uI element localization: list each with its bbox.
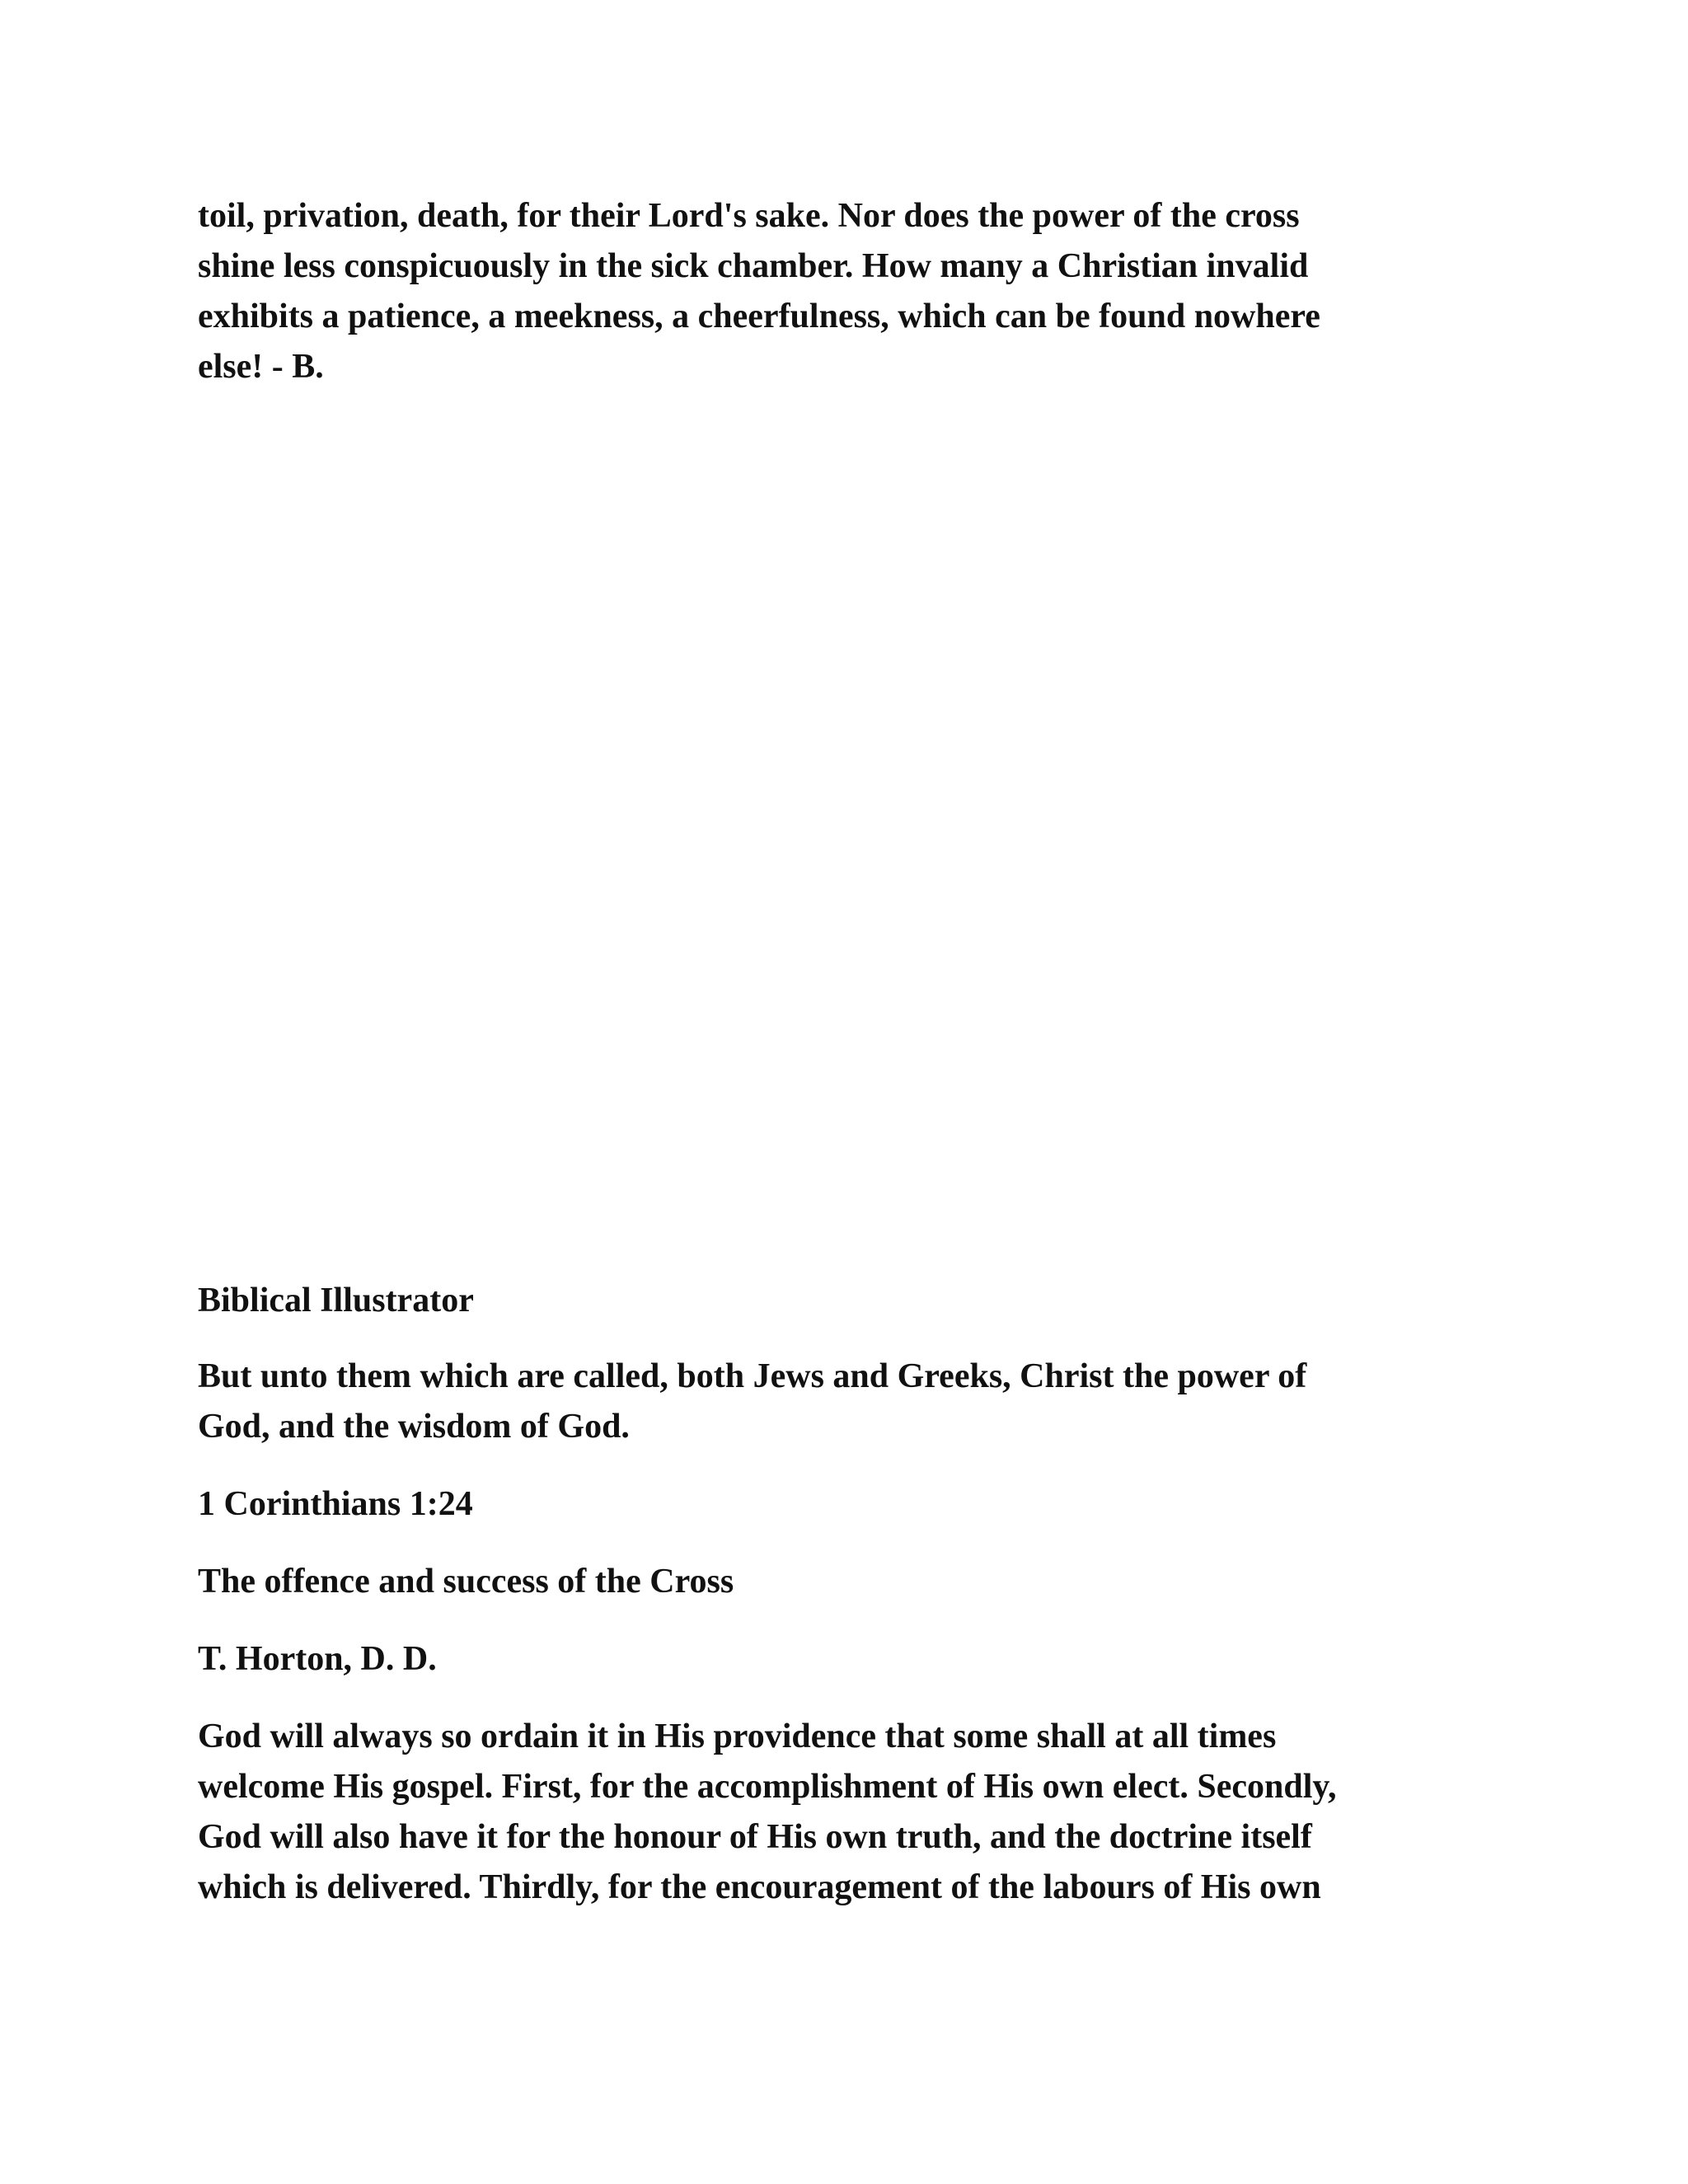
verse-line: God, and the wisdom of God. [198, 1408, 630, 1446]
paragraph-line: exhibits a patience, a meekness, a cheerfulness, which can be found nowhere [198, 298, 1320, 335]
verse-line: But unto them which are called, both Jews and Greeks, Christ the power of [198, 1357, 1307, 1395]
paragraph-line: God will also have it for the honour of His own truth, and the doctrine itself [198, 1818, 1312, 1856]
source-heading: Biblical Illustrator [198, 1282, 474, 1319]
author-name: T. Horton, D. D. [198, 1640, 437, 1678]
paragraph-line: God will always so ordain it in His providence that some shall at all times [198, 1718, 1277, 1755]
continuation-paragraph [198, 191, 1484, 392]
section-title: The offence and success of the Cross [198, 1563, 734, 1601]
paragraph-line: toil, privation, death, for their Lord's sake. Nor does the power of the cross [198, 197, 1300, 235]
paragraph-line: which is delivered. Thirdly, for the encouragement of the labours of His own [198, 1868, 1321, 1906]
scripture-reference: 1 Corinthians 1:24 [198, 1485, 473, 1523]
body-paragraph [198, 1712, 1484, 1913]
verse-text [198, 1352, 1484, 1452]
paragraph-line: welcome His gospel. First, for the accomplishment of His own elect. Secondly, [198, 1768, 1337, 1806]
paragraph-line: shine less conspicuously in the sick chamber. How many a Christian invalid [198, 247, 1309, 285]
paragraph-line: else! - B. [198, 348, 324, 386]
